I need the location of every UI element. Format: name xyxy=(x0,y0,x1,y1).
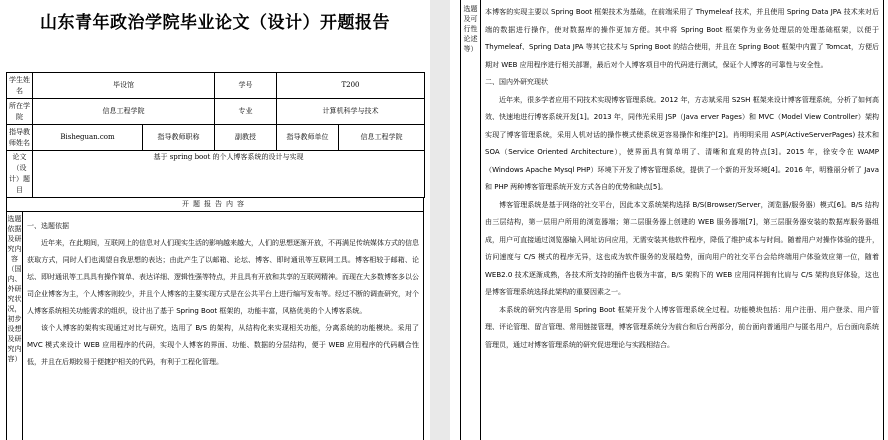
paragraph: 该个人博客的架构实现通过对比与研究，选用了 B/S 的架构，从结构化来实现相关功能，分离系统的功能模块。采用了 MVC 模式来设计 WEB 应用程序的代码，实现个人博客的界面、功能、数据的分层结构，便于 WEB 应用程序的代码耦合性低，并且在后期较易于便捷护相关的代码，有利于工程化管理。 xyxy=(27,324,419,366)
content-left xyxy=(27,218,419,371)
document-page-left xyxy=(0,0,430,440)
advisor-unit-label: 指导教师单位 xyxy=(277,125,339,151)
content-box-left xyxy=(6,211,424,440)
document-page-right xyxy=(450,0,888,440)
student-id-label: 学号 xyxy=(215,73,277,99)
thesis-title-label: 论文（设计）题目 xyxy=(7,151,33,198)
advisor-unit-value: 信息工程学院 xyxy=(339,125,425,151)
paragraph: 本博客的实现主要以 Spring Boot 框架技术为基础，在前端采用了 Thymeleaf 技术，并且使用 Spring Data JPA 技术来对后端的数据进行操作，使对数据库的操作更加方便。其中将 Spring Boot 框架作为业务处理层的处理基础框架，以便于 Thymeleaf、Spring Data JPA 等其它技术与 Spring Boot 的结合使用，并且在 Spring Boot 框架中内置了 Tomcat，方便后期对 WEB 应用程序进行相关部署，最后对个人博客项目中的代码进行测试，保证个人博客的可靠性与安全性。 xyxy=(485,8,879,69)
info-table xyxy=(6,72,425,198)
paragraph: 近年来，在此期间，互联网上的信息对人们现实生活的影响越来越大，人们的思想逐渐开放，不再满足传统媒体方式的信息获取方式，同时人们也渴望自我思想的表达；由此产生了以邮箱、论坛、博客、即时通讯等互联网工具。博客相较于邮箱、论坛、即时通讯等工具具有操作简单、表达详细、逻辑性强等特点，并且具有开放和共享的互联网精神。而现在大多数博客多以公司企业博客为主，个人博客则较少，并且个人博客的主要实现方式是在公共平台上进行编写发布等。经过不断的调查研究，对个人博客系统相关功能需求的组织，设计出了基于 Spring Boot 框架的，功能丰富，风格优美的个人博客系统。 xyxy=(27,239,419,315)
advisor-title-label: 指导教师职称 xyxy=(143,125,215,151)
paragraph: 近年来，很多学者应用不同技术实现博客管理系统。2012 年，方志斌采用 S2SH 框架来设计博客管理系统，分析了如何高效、快速地进行博客系统开发[1]。2013 年，同伟光采用 JSP（Java erver Pages）和 MVC（Model View Controller）架构实现了博客管理系统，采用人机对话的操作模式使系统更容易操作和维护[2]。肖明明采用 ASP(ActiveServerPages) 技术和 SOA（Service Oriented Architecture），使界面具有简单明了、清晰和直观的特点[3]。2015 年，徐安令在 WAMP（Windows Apache Mysql PHP）环境下开发了博客管理系统，提供了一个新的开发环境[4]。2016 年，明雅丽分析了 Java 和 PHP 两种博客管理系统开发方式各自的优势和缺点[5]。 xyxy=(485,95,879,191)
paragraph: 博客管理系统是基于网络的社交平台，因此本文系统架构选择 B/S(Browser/Server，浏览器/服务器）模式[6]。B/S 结构由三层结构，第一层用户所用的浏览器端；第二层服务器上创建的 WEB 服务器端[7]，第三层服务器安装的数据库服务器组成，用户可直接通过浏览器输入网址访问应用，无需安装其他软件程序，降低了维护成本与时间。随着用户对操作体验的提升，访问速度与 C/S 模式的程序无异，这也成为软件服务的发展趋势，面向用户的社交平台会给终端用户体验效应第一位，随着 WEB2.0 技术逐渐成熟，各技术所支持的插件也极为丰富，B/S 架构下的 WEB 应用同样拥有比肩与 C/S 架构良好体验，这也是博客管理系统选择此架构的重要因素之一。 xyxy=(485,200,879,296)
section-header: 开题报告内容 xyxy=(6,197,424,212)
sidebar-label-right: 选题及可行性论述等） xyxy=(461,0,481,440)
thesis-title-value: 基于 spring boot 的个人博客系统的设计与实现 xyxy=(33,151,425,198)
section-heading-1: 一、选题依据 xyxy=(27,222,69,230)
student-name-label: 学生姓名 xyxy=(7,73,33,99)
department-value: 信息工程学院 xyxy=(33,99,215,125)
paragraph: 本系统的研究内容是用 Spring Boot 框架开发个人博客管理系统全过程。功能模块包括：用户注册、用户登录、用户管理、评论管理、留言管理、常用链接管理，博客管理系统分为前台和后台两部分，前台面向普通用户与匿名用户，后台面向系统管理员，通过对博客管理系统的研究促进理论与实践相结合。 xyxy=(485,305,879,349)
advisor-title-value: 副教授 xyxy=(215,125,277,151)
major-label: 专业 xyxy=(215,99,277,125)
sidebar-label-left: 选题依据及研究内容（国内、外研究状况，初步设想及研究内容） xyxy=(7,212,23,440)
content-box-right xyxy=(460,0,884,440)
page-title: 山东青年政治学院毕业论文（设计）开题报告 xyxy=(40,13,390,33)
student-name-value: 毕设馆 xyxy=(33,73,215,99)
advisor-name-value: Bisheguan.com xyxy=(33,125,143,151)
content-right xyxy=(485,4,879,354)
advisor-name-label: 指导教师姓名 xyxy=(7,125,33,151)
student-id-value: T200 xyxy=(277,73,425,99)
department-label: 所在学院 xyxy=(7,99,33,125)
section-heading-2: 二、国内外研究现状 xyxy=(485,78,548,86)
major-value: 计算机科学与技术 xyxy=(277,99,425,125)
